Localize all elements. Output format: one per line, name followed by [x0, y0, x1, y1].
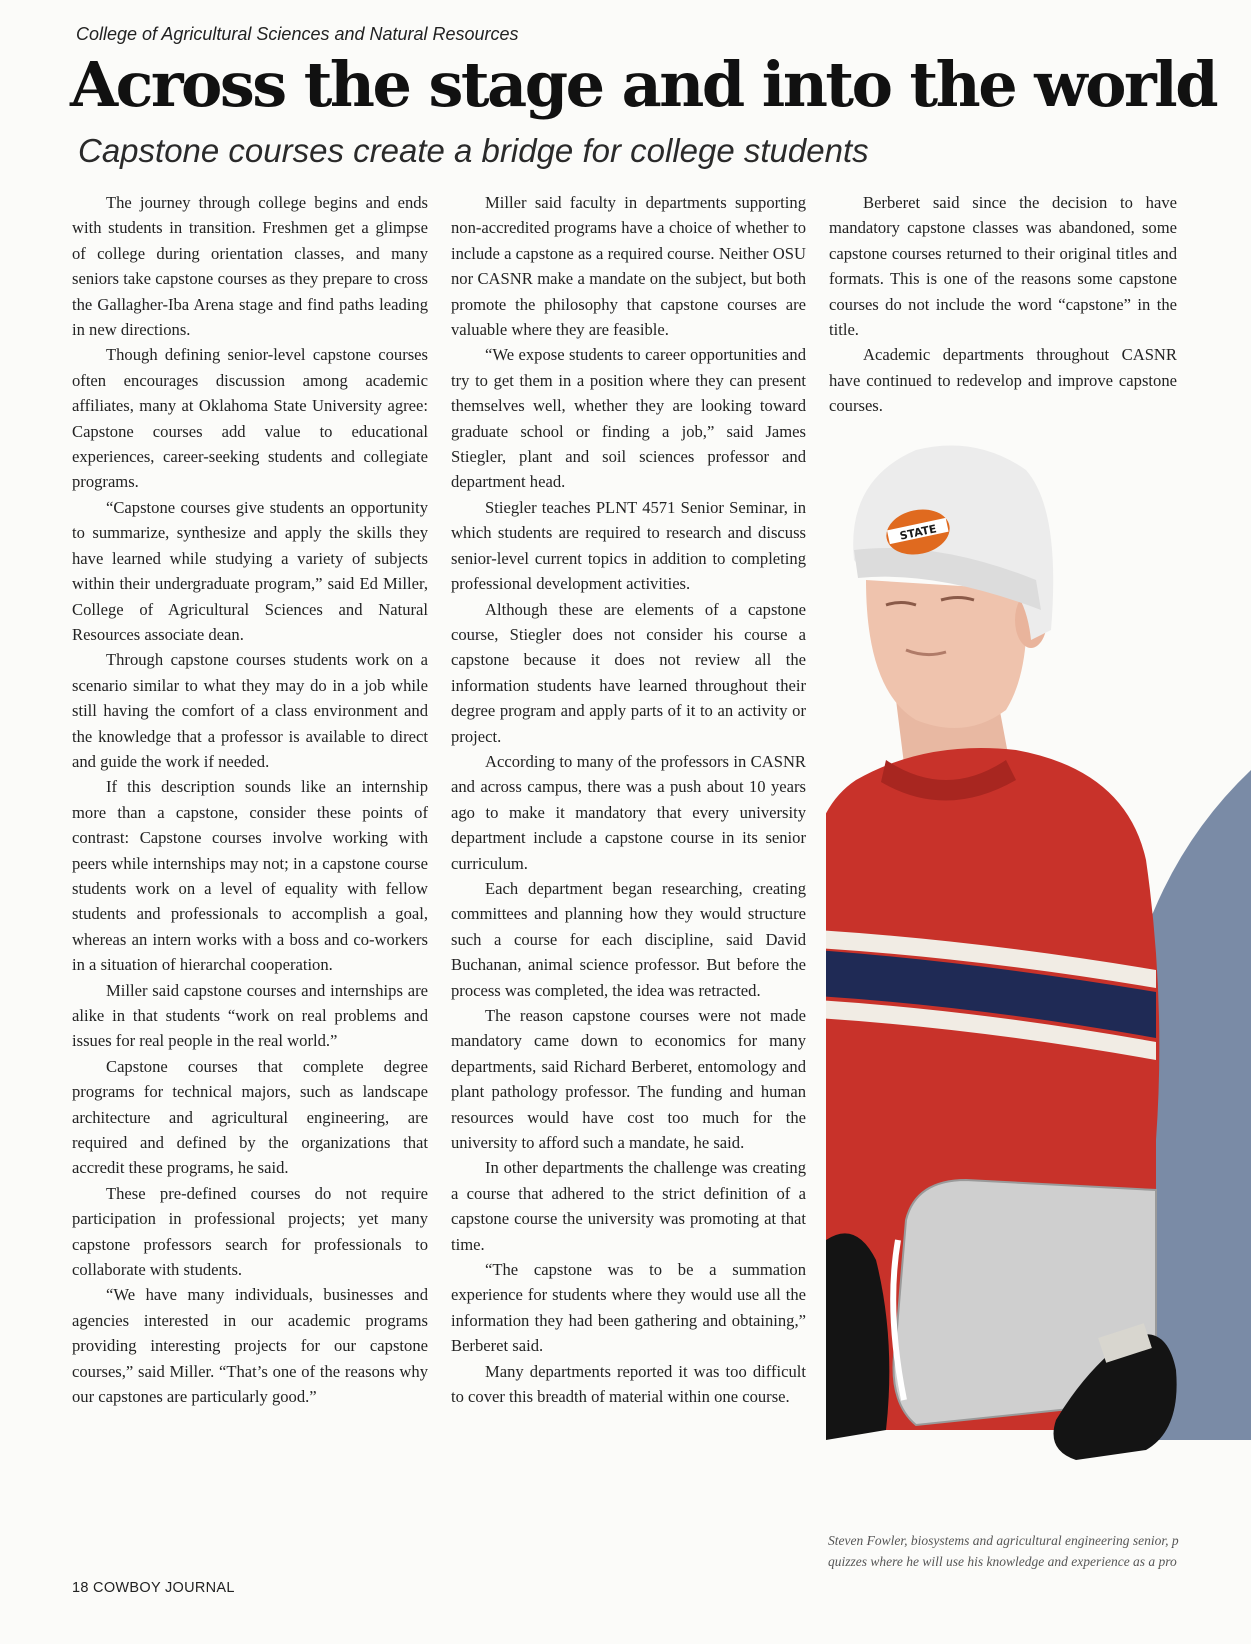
paragraph: “Capstone courses give students an opportunity to summarize, synthesize and apply the skills they have learned while studying a variety of subjects within their undergraduate program,” said Ed Miller, College of Agricultural Sciences and Natural Resources associate dean.	[72, 497, 428, 644]
paragraph: “The capstone was to be a summation experience for students where they would use all the information they had been gathering and obtaining,” Berberet said.	[451, 1260, 806, 1356]
hat-logo-text: STATE	[898, 522, 938, 543]
student-photo	[826, 440, 1251, 1520]
paragraph: These pre-defined courses do not require participation in professional projects; yet many capstone professors search for professionals to collaborate with students.	[72, 1183, 428, 1280]
paragraph: The journey through college begins and ends with students in transition. Freshmen get a glimpse of college during orientation classes, and many seniors take capstone courses as they prepare to cross the Gallagher-Iba Arena stage and find paths leading in new directions.	[72, 193, 428, 340]
paragraph: Academic departments throughout CASNR have continued to redevelop and improve capstone courses.	[829, 345, 1177, 416]
paragraph: According to many of the professors in CASNR and across campus, there was a push about 10 years ago to make it mandatory that every university department include a capstone course in its senior curriculum.	[451, 751, 806, 873]
caption-line-1: Steven Fowler, biosystems and agricultural engineering senior, p	[828, 1533, 1179, 1548]
caption-line-2: quizzes where he will use his knowledge and experience as a pro	[828, 1554, 1177, 1569]
paragraph: Although these are elements of a capstone course, Stiegler does not consider his course a capstone because it does not review all the information students have learned throughout their degree program and apply parts of it to an activity or project.	[451, 599, 806, 746]
paragraph: Stiegler teaches PLNT 4571 Senior Seminar, in which students are required to research and discuss senior-level current topics in addition to completing professional development activities.	[451, 497, 806, 594]
paragraph: The reason capstone courses were not made mandatory came down to economics for many departments, said Richard Berberet, entomology and plant pathology professor. The funding and human resources would have cost too much for the university to afford such a mandate, he said.	[451, 1006, 806, 1153]
subheadline: Capstone courses create a bridge for college students	[78, 132, 869, 169]
paragraph: If this description sounds like an internship more than a capstone, consider these points of contrast: Capstone courses involve working with peers while internships may not; in a capstone course students work on a level of equality with fellow students and professionals to accomplish a goal, whereas an intern works with a boss and co-workers in a situation of hierarchal cooperation.	[72, 777, 428, 975]
paragraph: Each department began researching, creating committees and planning how they would structure such a course for each discipline, said David Buchanan, animal science professor. But before the process was completed, the idea was retracted.	[451, 878, 806, 1000]
page-folio: 18 COWBOY JOURNAL	[72, 1580, 235, 1596]
photo-caption	[828, 1530, 1251, 1572]
paragraph: In other departments the challenge was creating a course that adhered to the strict definition of a capstone course the university was promoting at that time.	[451, 1158, 806, 1254]
article-column-2	[451, 190, 806, 1410]
paragraph: Many departments reported it was too difficult to cover this breadth of material within one course.	[451, 1361, 806, 1407]
headline: Across the stage and into the world	[70, 48, 1217, 121]
paragraph: Through capstone courses students work on a scenario similar to what they may do in a job while still having the comfort of a class environment and the knowledge that a professor is available to direct and guide the work if needed.	[72, 650, 428, 771]
section-kicker: College of Agricultural Sciences and Natural Resources	[76, 24, 519, 44]
paragraph: Berberet said since the decision to have mandatory capstone classes was abandoned, some capstone courses returned to their original titles and formats. This is one of the reasons some capstone courses do not include the word “capstone” in the title.	[829, 193, 1177, 340]
paragraph: Miller said faculty in departments supporting non-accredited programs have a choice of whether to include a capstone as a required course. Neither OSU nor CASNR make a mandate on the subject, but both promote the philosophy that capstone courses are valuable where they are feasible.	[451, 193, 806, 340]
paragraph: “We expose students to career opportunities and try to get them in a position where they can present themselves well, whether they are looking toward graduate school or finding a job,” said James Stiegler, plant and soil sciences professor and department head.	[451, 345, 806, 492]
paragraph: Miller said capstone courses and internships are alike in that students “work on real problems and issues for real people in the real world.”	[72, 980, 428, 1051]
paragraph: Capstone courses that complete degree programs for technical majors, such as landscape architecture and agricultural engineering, are required and defined by the organizations that accredit these programs, he said.	[72, 1056, 428, 1178]
paragraph: “We have many individuals, businesses and agencies interested in our academic programs providing interesting projects for our capstone courses,” said Miller. “That’s one of the reasons why our capstones are particularly good.”	[72, 1285, 428, 1407]
paragraph: Though defining senior-level capstone courses often encourages discussion among academic affiliates, many at Oklahoma State University agree: Capstone courses add value to educational experiences, career-seeking students and collegiate programs.	[72, 345, 428, 492]
article-column-1	[72, 190, 428, 1410]
article-column-3	[829, 190, 1177, 419]
